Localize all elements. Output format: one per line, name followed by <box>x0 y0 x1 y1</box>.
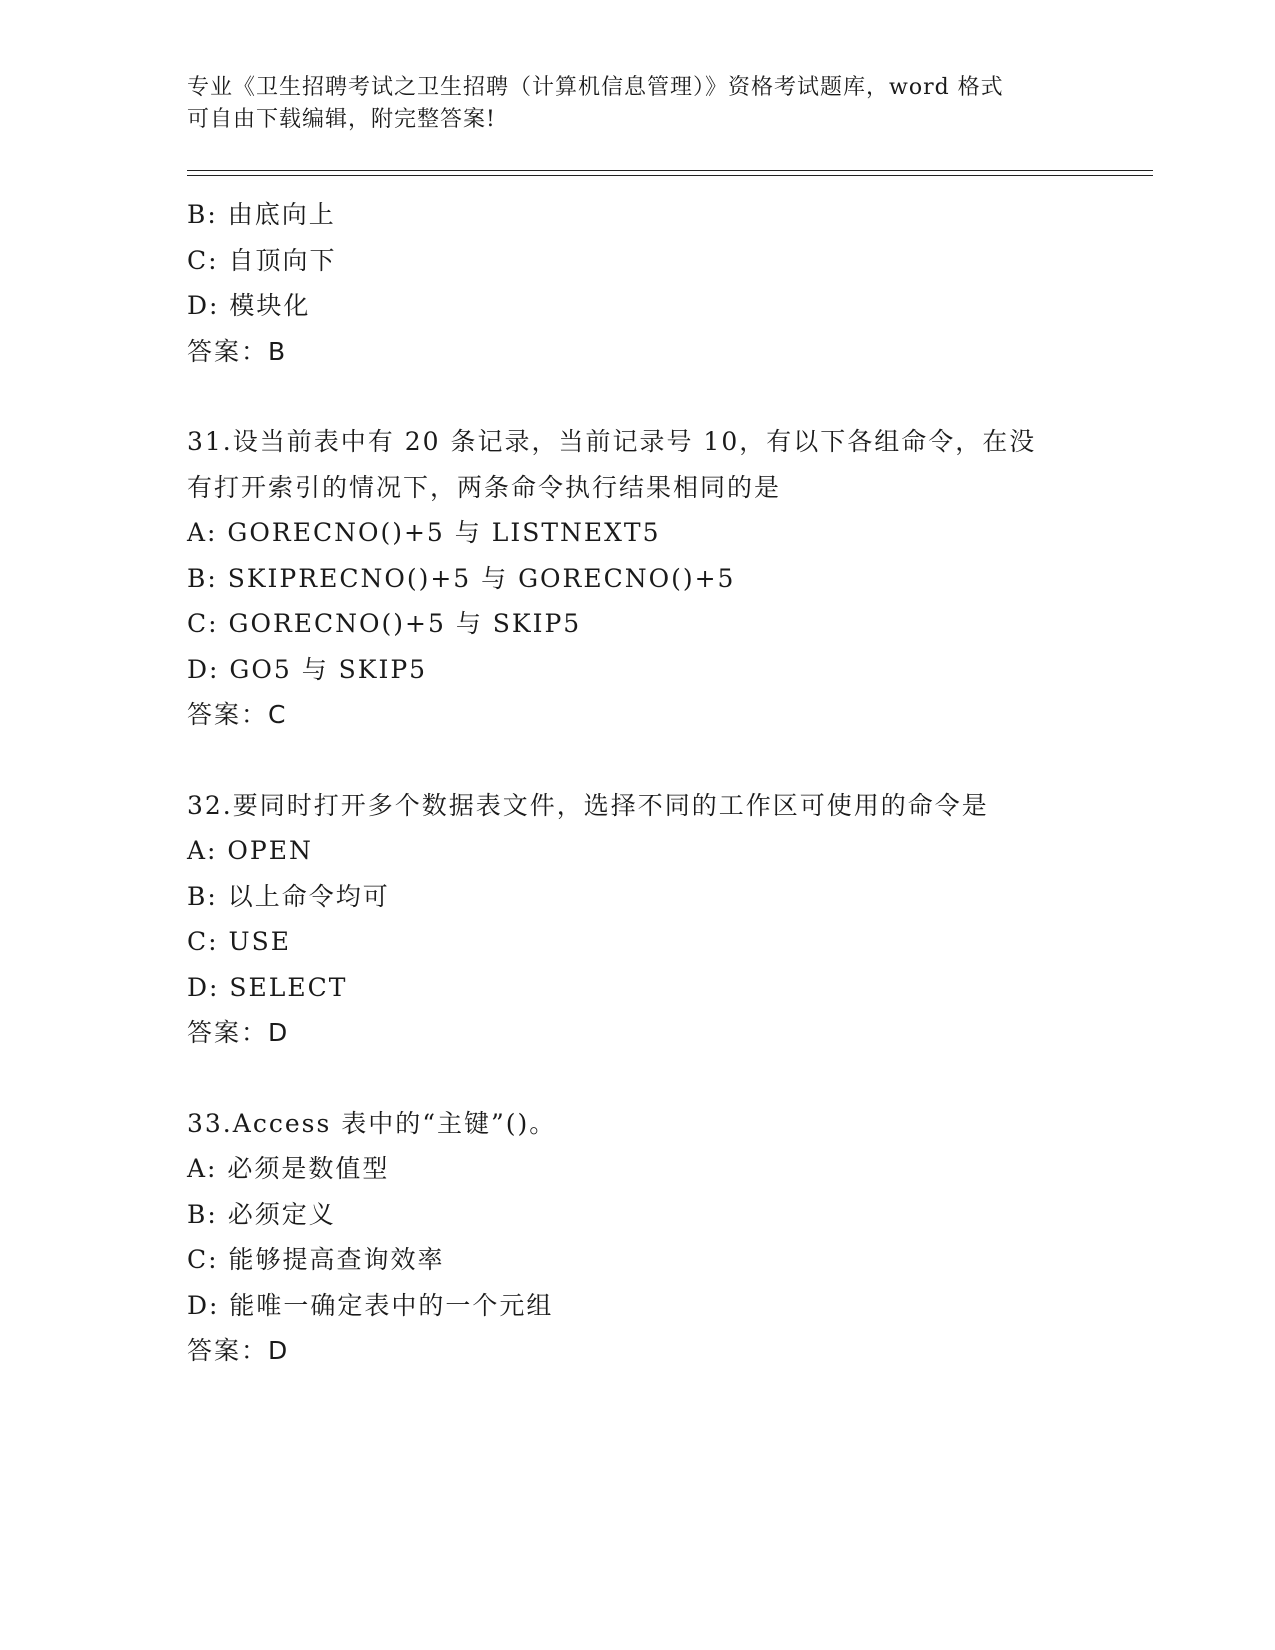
option-c: C: 自顶向下 <box>187 245 337 275</box>
header-line-1: 专业《卫生招聘考试之卫生招聘（计算机信息管理）》资格考试题库，word 格式 <box>187 75 1004 100</box>
option-a: A: GORECNO()+5 与 LISTNEXT5 <box>187 518 661 547</box>
spacer <box>187 738 1087 783</box>
option-d: D: 能唯一确定表中的一个元组 <box>187 1290 554 1320</box>
document-header <box>187 72 1067 136</box>
header-divider-top <box>187 170 1153 171</box>
answer-line: 答案：C <box>187 700 288 729</box>
question-block-31 <box>187 419 1087 738</box>
option-c: C: 能够提高查询效率 <box>187 1245 445 1274</box>
option-b: B: 必须定义 <box>187 1199 336 1229</box>
spacer <box>187 374 1087 419</box>
option-d: D: SELECT <box>187 972 348 1002</box>
option-a: A: OPEN <box>187 836 313 865</box>
answer-line: 答案：D <box>187 1336 290 1365</box>
question-block-33 <box>187 1101 1087 1374</box>
option-d: D: 模块化 <box>187 291 311 320</box>
option-d: D: GO5 与 SKIP5 <box>187 654 428 684</box>
question-text-line-1: 31.设当前表中有 20 条记录，当前记录号 10，有以下各组命令，在没 <box>187 427 1037 456</box>
spacer <box>187 1056 1087 1101</box>
header-line-2: 可自由下载编辑，附完整答案! <box>187 107 496 132</box>
header-divider-bottom <box>187 175 1153 176</box>
answer-line: 答案：D <box>187 1018 290 1047</box>
question-text-line-1: 33.Access 表中的“主键”()。 <box>187 1108 557 1138</box>
option-b: B: 由底向上 <box>187 200 336 229</box>
option-c: C: GORECNO()+5 与 SKIP5 <box>187 609 582 638</box>
question-list <box>187 192 1087 1374</box>
answer-line: 答案：B <box>187 336 288 366</box>
option-b: B: SKIPRECNO()+5 与 GORECNO()+5 <box>187 563 736 593</box>
question-block-prev <box>187 192 1087 374</box>
option-c: C: USE <box>187 927 291 956</box>
option-b: B: 以上命令均可 <box>187 881 390 911</box>
question-text-line-1: 32.要同时打开多个数据表文件，选择不同的工作区可使用的命令是 <box>187 790 989 820</box>
question-block-32 <box>187 783 1087 1056</box>
question-text-line-2: 有打开索引的情况下，两条命令执行结果相同的是 <box>187 472 782 502</box>
option-a: A: 必须是数值型 <box>187 1154 390 1183</box>
